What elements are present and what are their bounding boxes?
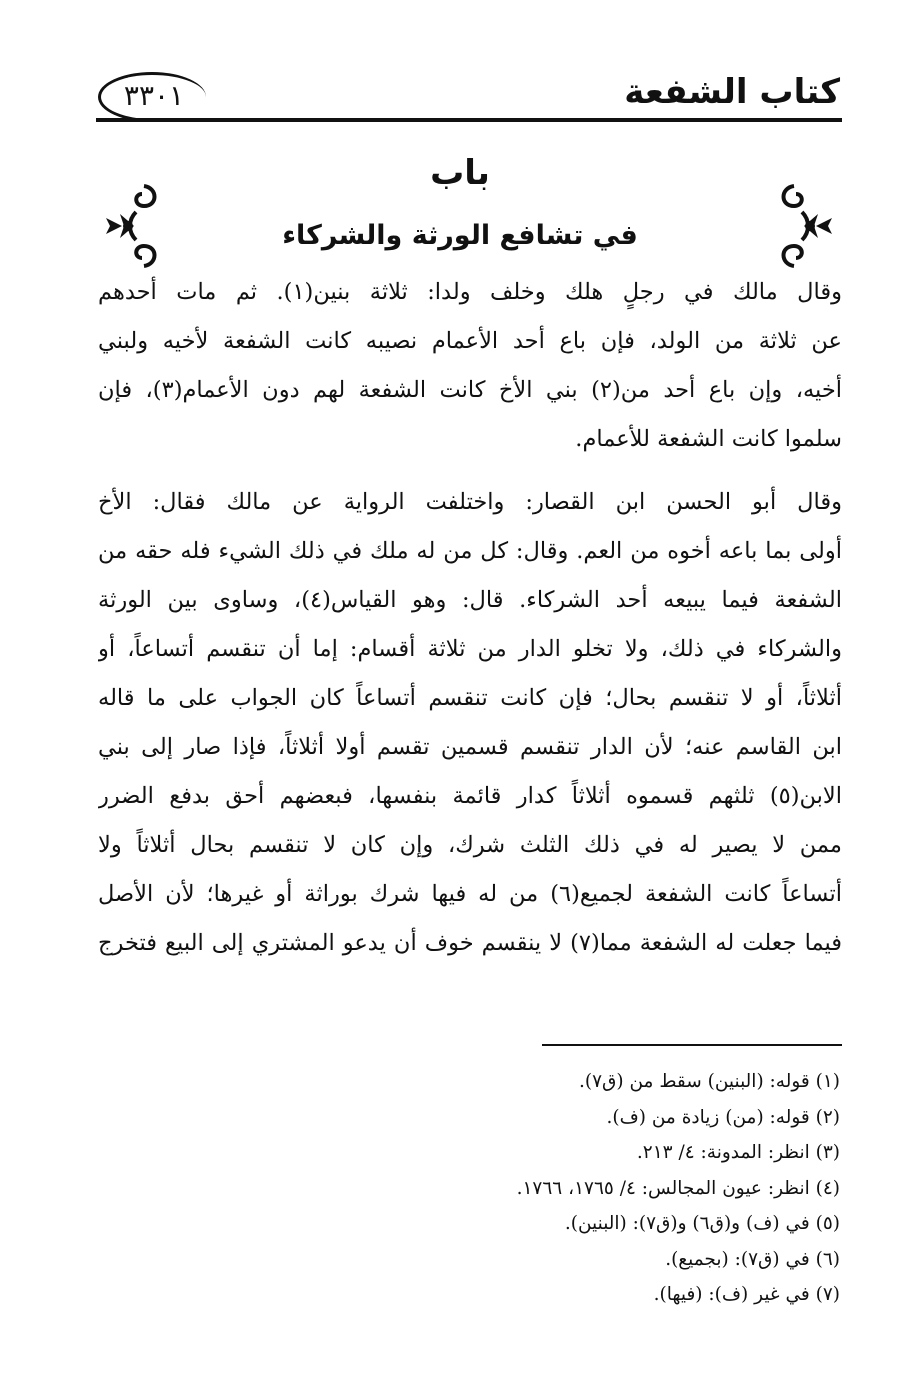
chapter-subtitle: في تشافع الورثة والشركاء <box>282 220 638 251</box>
text-line: ممن لا يصير له في ذلك الثلث شرك، وإن كان لا تنقسم بحال أثلاثاً ولا <box>98 832 842 858</box>
page-number: ٣٣٠١ <box>123 79 185 112</box>
text-line: الشفعة فيما يبيعه أحد الشركاء. قال: وهو القياس(٤)، وساوى بين الورثة <box>98 587 842 613</box>
text-line: أتساعاً كانت الشفعة لجميع(٦) من له فيها شرك بوراثة أو غيرها؛ لأن الأصل <box>98 881 842 907</box>
paragraph <box>98 268 842 464</box>
text-line: أثلاثاً، أو لا تنقسم بحال؛ فإن كانت تنقسم أتساعاً كان الجواب على ما قاله <box>98 685 842 711</box>
text-line: أولى بما باعه أخوه من العم. وقال: كل من له ملك في ذلك الشيء فله حقه من <box>98 538 842 564</box>
footnotes <box>100 1064 840 1313</box>
text-line: وقال أبو الحسن ابن القصار: واختلفت الرواية عن مالك فقال: الأخ <box>98 489 842 515</box>
text-line: الابن(٥) ثلثهم قسموه أثلاثاً كدار قائمة بنفسها، فبعضهم أحق بدفع الضرر <box>98 783 842 809</box>
text-line: سلموا كانت الشفعة للأعمام. <box>575 426 842 452</box>
body-text <box>98 268 842 968</box>
footnote: (٧) في غير (ف): (فيها). <box>653 1284 840 1305</box>
paragraph <box>98 478 842 968</box>
text-line: أخيه، وإن باع أحد من(٢) بني الأخ كانت الشفعة لهم دون الأعمام(٣)، فإن <box>98 377 842 403</box>
text-line: وقال مالك في رجلٍ هلك وخلف ولدا: ثلاثة بنين(١). ثم مات أحدهم <box>98 279 842 305</box>
text-line: والشركاء في ذلك، ولا تخلو الدار من ثلاثة أقسام: إما أن تنقسم أتساعاً، أو <box>98 636 842 662</box>
footnote: (١) قوله: (البنين) سقط من (ق٧). <box>578 1071 840 1092</box>
footnote: (٤) انظر: عيون المجالس: ٤/ ١٧٦٥، ١٧٦٦. <box>516 1177 840 1199</box>
footnote: (٢) قوله: (من) زيادة من (ف). <box>606 1106 840 1128</box>
floral-ornament-icon <box>100 180 164 272</box>
footnote: (٦) في (ق٧): (بجميع). <box>665 1248 840 1270</box>
text-line: عن ثلاثة من الولد، فإن باع أحد الأعمام نصيبه كانت الشفعة لأخيه ولبني <box>98 328 842 354</box>
footnote: (٣) انظر: المدونة: ٤/ ٢١٣. <box>636 1142 840 1163</box>
text-line: فيما جعلت له الشفعة مما(٧) لا ينقسم خوف أن يدعو المشتري إلى البيع فتخرج <box>98 930 842 956</box>
text-line: ابن القاسم عنه؛ لأن الدار تنقسم قسمين تقسم أولا أثلاثاً، فإذا صار إلى بني <box>98 734 842 760</box>
header-rule <box>96 118 842 122</box>
floral-ornament-icon <box>774 180 838 272</box>
footnote-separator <box>542 1044 842 1046</box>
running-header-title: كتاب الشفعة <box>624 72 840 112</box>
footnote: (٥) في (ف) و(ق٦) و(ق٧): (البنين). <box>564 1213 840 1234</box>
chapter-label: باب <box>430 153 490 193</box>
